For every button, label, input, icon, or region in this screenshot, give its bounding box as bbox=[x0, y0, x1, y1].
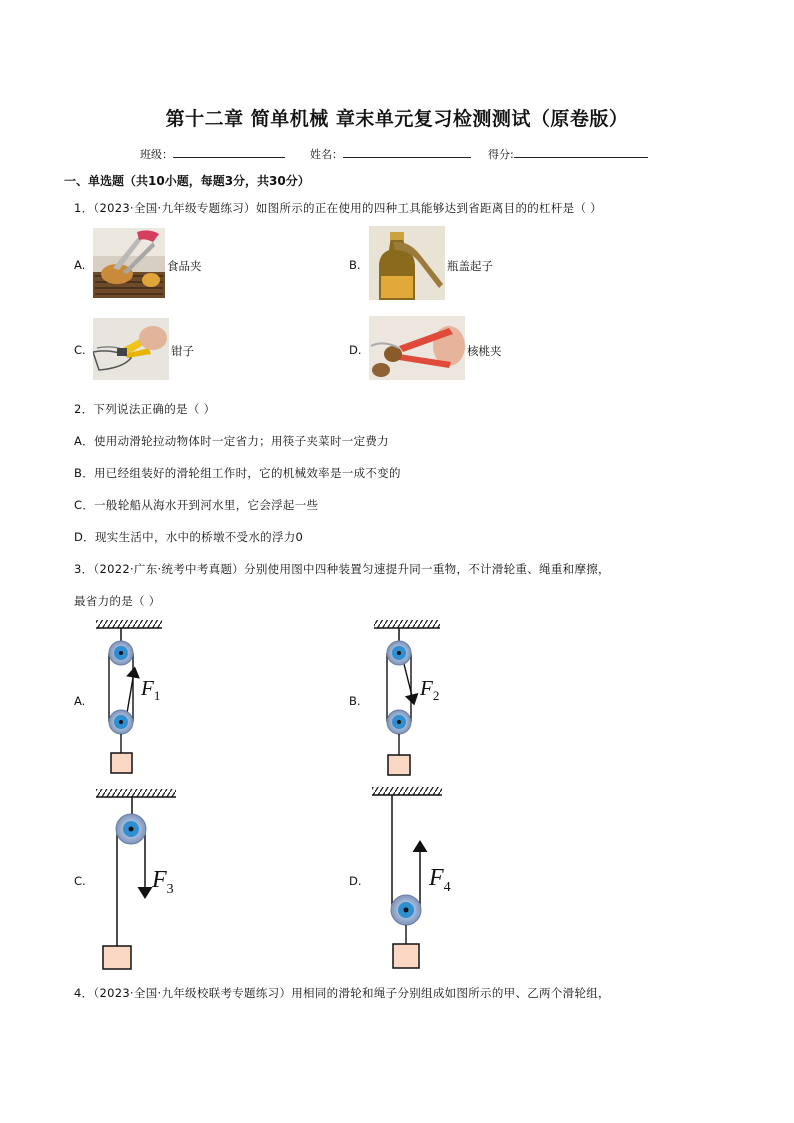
question-3-stem-line1: 3．（2022·广东·统考中考真题）分别使用图中四种装置匀速提升同一重物，不计滑轮重、绳重和摩擦， bbox=[74, 562, 610, 576]
force-label-f3: $F_3$ bbox=[152, 867, 174, 897]
section-heading: 一、单选题（共10小题，每题3分，共30分） bbox=[64, 174, 310, 188]
question-3-stem-line2: 最省力的是（ ） bbox=[74, 594, 161, 608]
q3-option-b-letter[interactable]: B. bbox=[349, 694, 361, 708]
question-2-stem: 2．下列说法正确的是（ ） bbox=[74, 402, 216, 416]
q1-option-a-letter[interactable]: A. bbox=[74, 258, 86, 272]
q1-option-d-caption: 核桃夹 bbox=[467, 344, 502, 358]
name-label: 姓名： bbox=[310, 148, 343, 161]
q1-option-c-caption: 钳子 bbox=[171, 344, 194, 358]
q3-option-d-letter[interactable]: D. bbox=[349, 874, 362, 888]
q1-option-b-caption: 瓶盖起子 bbox=[447, 259, 493, 273]
force-label-f4: $F_4$ bbox=[429, 865, 451, 895]
q2-option-c[interactable]: C．一般轮船从海水开到河水里，它会浮起一些 bbox=[74, 498, 319, 512]
q3-option-c-letter[interactable]: C. bbox=[74, 874, 86, 888]
q1-option-c-letter[interactable]: C. bbox=[74, 343, 86, 357]
question-1-stem: 1．（2023·全国·九年级专题练习）如图所示的正在使用的四种工具能够达到省距离目的的杠杆是（ ） bbox=[74, 201, 602, 215]
force-label-f1: $F_1$ bbox=[141, 676, 161, 704]
q1-option-a-caption: 食品夹 bbox=[167, 259, 202, 273]
q2-option-b[interactable]: B．用已经组装好的滑轮组工作时，它的机械效率是一成不变的 bbox=[74, 466, 401, 480]
q2-option-a[interactable]: A．使用动滑轮拉动物体时一定省力；用筷子夹菜时一定费力 bbox=[74, 434, 389, 448]
score-label: 得分: bbox=[488, 148, 514, 161]
force-label-f2: $F_2$ bbox=[420, 676, 440, 704]
question-4-stem: 4．（2023·全国·九年级校联考专题练习）用相同的滑轮和绳子分别组成如图所示的甲、乙两个滑轮组， bbox=[74, 986, 610, 1000]
q1-option-b-letter[interactable]: B. bbox=[349, 258, 361, 272]
class-label: 班级： bbox=[140, 148, 173, 161]
page-title: 第十二章 简单机械 章末单元复习检测测试（原卷版） bbox=[165, 108, 629, 130]
q2-option-d[interactable]: D．现实生活中，水中的桥墩不受水的浮力0 bbox=[74, 530, 304, 544]
q1-option-d-letter[interactable]: D. bbox=[349, 343, 362, 357]
q3-option-a-letter[interactable]: A. bbox=[74, 694, 86, 708]
